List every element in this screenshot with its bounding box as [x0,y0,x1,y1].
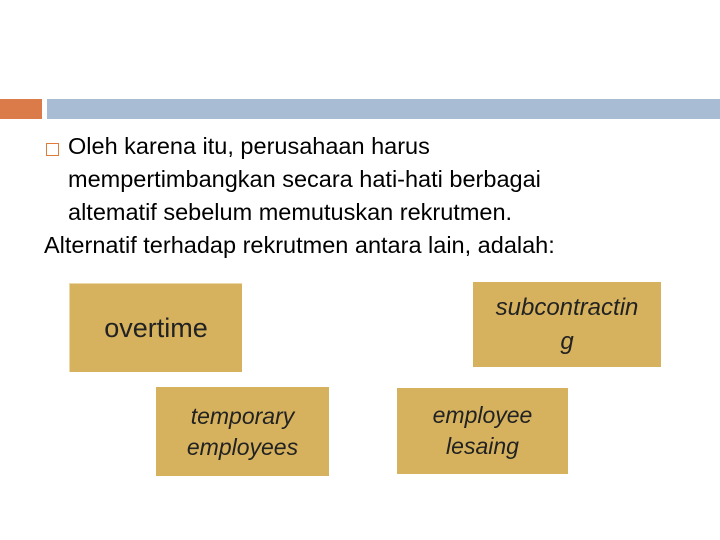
bullet-line-2: mempertimbangkan secara hati-hati berbagai [68,166,541,192]
header-bar [47,99,720,119]
bullet-line-1: Oleh karena itu, perusahaan harus [68,133,430,159]
alternative-box-temporary-employees [156,387,329,476]
box-label-line-1: subcontractin [495,293,639,321]
alternative-box-subcontracting [473,282,661,367]
alternative-box-employee-leasing [397,388,568,474]
square-bullet-icon [46,143,59,156]
box-label-line-2: employees [186,433,299,460]
box-label-line-2: lesaing [446,433,519,459]
intro-text: Alternatif terhadap rekrutmen antara lain, adalah: [44,232,555,258]
box-label-line-2: g [560,327,574,355]
bullet-line-3: altematif sebelum memutuskan rekrutmen. [68,199,513,225]
box-label-line-1: employee [432,402,533,428]
alternative-box-overtime [69,283,242,372]
header-accent-bar [0,99,42,119]
box-label-line-1: temporary [190,402,295,429]
box-label: overtime [104,312,208,343]
